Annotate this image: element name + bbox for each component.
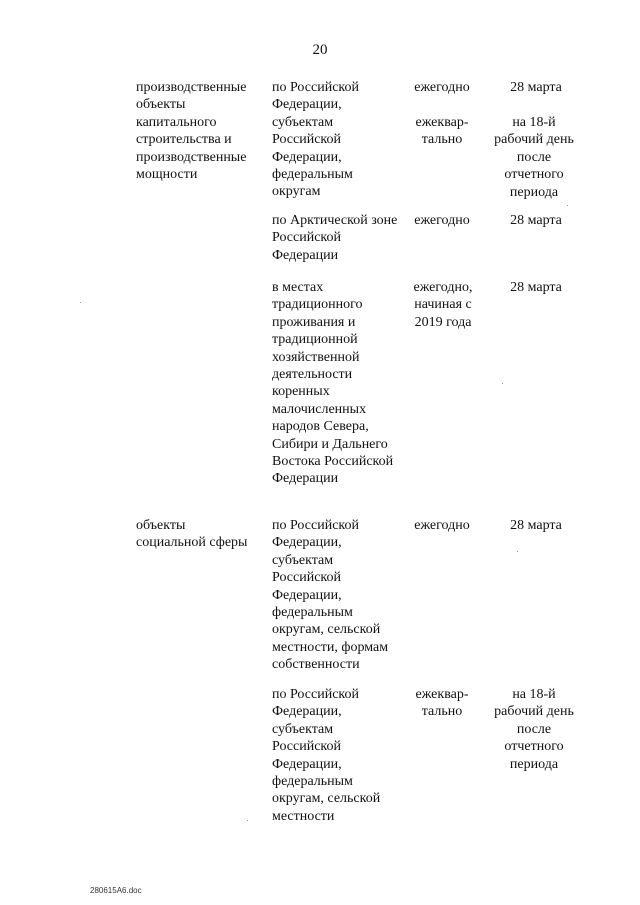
breakdown-cell: по Российской Федерации, субъектам Российской Федерации, федеральным округам, сельской местности, формам собственности [272, 518, 389, 673]
frequency-cell: ежегодно, начиная с 2019 года [413, 280, 473, 330]
deadline-cell: на 18-й рабочий день после отчетного периода [494, 115, 574, 200]
scan-speck [247, 820, 248, 821]
frequency-cell: ежегодно [414, 213, 470, 228]
category-cell: производственные объекты капитального строительства и производственные мощности [136, 80, 247, 183]
frequency-cell: ежеквар-тально [415, 687, 469, 720]
scan-speck [517, 551, 518, 552]
scan-speck [567, 205, 568, 206]
deadline-cell: на 18-й рабочий день после отчетного периода [494, 687, 574, 772]
scan-speck [80, 302, 81, 303]
frequency-cell: ежеквар-тально [415, 115, 469, 148]
page-number: 20 [312, 42, 328, 58]
breakdown-cell: по Российской Федерации, субъектам Российской Федерации, федеральным округам [272, 80, 359, 200]
deadline-cell: 28 марта [510, 518, 562, 533]
deadline-cell: 28 марта [510, 280, 562, 295]
frequency-cell: ежегодно [414, 80, 470, 95]
breakdown-cell: по Российской Федерации, субъектам Российской Федерации, федеральным округам, сельской местности [272, 687, 381, 824]
breakdown-cell: в местах традиционного проживания и традиционной хозяйственной деятельности коренных малочисленных народов Севера, Сибири и Дальнего Востока Российской Федерации [272, 280, 394, 487]
deadline-cell: 28 марта [510, 213, 562, 228]
frequency-cell: ежегодно [414, 518, 470, 533]
breakdown-cell: по Арктической зоне Российской Федерации [272, 213, 398, 263]
category-cell: объекты социальной сферы [136, 518, 248, 551]
footer-filename: 280615A6.doc [90, 886, 142, 895]
deadline-cell: 28 марта [510, 80, 562, 95]
scan-speck [502, 383, 503, 384]
